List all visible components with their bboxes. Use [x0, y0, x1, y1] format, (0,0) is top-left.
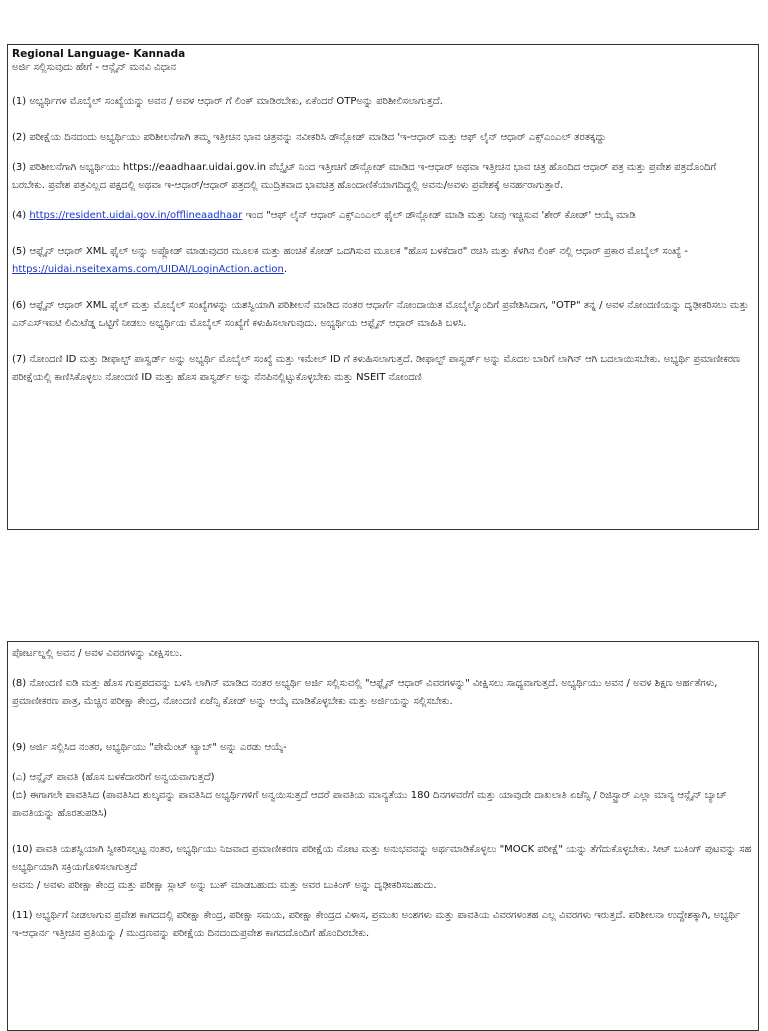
step-3: (3) ಪರಿಶೀಲನೆಗಾಗಿ ಅಭ್ಯರ್ಥಿಯು https://eaadhaar.uidai.gov.in ವೆಬ್ಸೈಟ್ ನಿಂದ ಇತ್ತೀಚಿಗೆ ಡೌನ್ಲೋಡ್ ಮಾಡಿದ ಇ-ಆಧಾರ್ ಅಥವಾ ಇತ್ತೀಚಿನ ಭಾವ ಚಿತ್ರ ಹೊಂದಿದ ಆಧಾರ್ ಪತ್ರ ಮತ್ತು ಪ್ರವೇಶ ಪತ್ರದೊಂದಿಗೆ ಬರಬೇಕು. ಪ್ರವೇಶ ಪತ್ರವಿಲ್ಲದ ಪಕ್ಷದಲ್ಲಿ ಅಥವಾ ಇ-ಆಧಾರ್/ಆಧಾರ್ ಪತ್ರದಲ್ಲಿ ಮುದ್ರಿತವಾದ ಭಾವಚಿತ್ರ ಹೊಂದಾಣಿಕೆಯಾಗದಿದ್ದಲ್ಲಿ ಅವನು/ಅವಳು ಪ್ರವೇಶಕ್ಕೆ ಅನರ್ಹರಾಗುತ್ತಾರೆ. — [12, 162, 717, 191]
step-7-continued: ಪೋರ್ಟಲ್ನಲ್ಲಿ ಅವನ / ಅವಳ ವಿವರಗಳನ್ನು ವೀಕ್ಷಿಸಲು. — [12, 648, 183, 659]
step-8: (8) ನೋಂದಣಿ ಐಡಿ ಮತ್ತು ಹೊಸ ಗುಪ್ತಪದವನ್ನು ಬಳಸಿ ಲಾಗಿನ್ ಮಾಡಿದ ನಂತರ ಅಭ್ಯರ್ಥಿ ಅರ್ಜಿ ಸಲ್ಲಿಸುವಲ್ಲಿ "ಆಫ್ಲೈನ್ ಆಧಾರ್ ವಿವರಗಳನ್ನು" ವೀಕ್ಷಿಸಲು ಸಾಧ್ಯವಾಗುತ್ತದೆ. ಅಭ್ಯರ್ಥಿಯು ಅವನ / ಅವಳ ಶಿಕ್ಷಣ ಅರ್ಹತೆಗಳು, ಪ್ರಮಾಣೀಕರಣ ಪಾತ್ರ, ಮೆಚ್ಚಿನ ಪರೀಕ್ಷಾ ಕೇಂದ್ರ, ನೋಂದಣಿ ಏಜೆನ್ಸಿ ಕೋಡ್ ಅನ್ನು ಆಯ್ಕೆ ಮಾಡಿಕೊಳ್ಳಬೇಕು ಮತ್ತು ಅರ್ಜಿಯನ್ನು ಸಲ್ಲಿಸಬೇಕು. — [12, 678, 718, 707]
section-subtitle: ಅರ್ಜಿ ಸಲ್ಲಿಸುವುದು ಹೇಗೆ - ಆನ್ಲೈನ್ ಮನವಿ ವಿಧಾನ — [12, 62, 177, 73]
step-10: (10) ಪಾವತಿ ಯಶಸ್ವಿಯಾಗಿ ಸ್ವೀಕರಿಸಲ್ಪಟ್ಟ ನಂತರ, ಅಭ್ಯರ್ಥಿಯು ನಿಜವಾದ ಪ್ರಮಾಣೀಕರಣ ಪರೀಕ್ಷೆಯ ನೋಟ ಮತ್ತು ಅನುಭವವನ್ನು ಅರ್ಥಮಾಡಿಕೊಳ್ಳಲು "MOCK ಪರೀಕ್ಷೆ" ಯನ್ನು ತೆಗೆದುಕೊಳ್ಳಬೇಕು. ಸೀಟ್ ಬುಕಿಂಗ್ ಪುಟವನ್ನು ಸಹ ಅಭ್ಯರ್ಥಿಯಾಗಿ ಸಕ್ರಿಯಗೊಳಿಸಲಾಗುತ್ತದೆ — [12, 844, 752, 873]
step-11: (11) ಅಭ್ಯರ್ಥಿಗೆ ನೀಡಲಾಗುವ ಪ್ರವೇಶ ಕಾಗದದಲ್ಲಿ ಪರೀಕ್ಷಾ ಕೇಂದ್ರ, ಪರೀಕ್ಷಾ ಸಮಯ, ಪರೀಕ್ಷಾ ಕೇಂದ್ರದ ವಿಳಾಸ, ಪ್ರಮುಖ ಅಂಶಗಳು ಮತ್ತು ಪಾವತಿಯ ವಿವರಗಳಂತಹ ಎಲ್ಲ ವಿವರಗಳು ಇರುತ್ತದೆ. ಪರಿಶೀಲನಾ ಉದ್ದೇಶಕ್ಕಾಗಿ, ಅಭ್ಯರ್ಥಿ ಇ-ಆಧಾರ್ನ ಇತ್ತೀಚಿನ ಪ್ರತಿಯನ್ನು / ಮುದ್ರಣವನ್ನು ಪರೀಕ್ಷೆಯ ದಿನದಂದುಪ್ರವೇಶ ಕಾಗದದೊಂದಿಗೆ ಹೊಂದಿರಬೇಕು. — [12, 910, 741, 939]
step-4-prefix: (4) — [12, 210, 30, 221]
step-4-text: ಇಂದ "ಆಫ್ ಲೈನ್ ಆಧಾರ್ ಎಕ್ಸ್ಎಂಎಲ್ ಫೈಲ್ ಡೌನ್ಲೋಡ್ ಮಾಡಿ ಮತ್ತು ನೀವು ಇಚ್ಚಿಸುವ 'ಶೇರ್ ಕೋಡ್' ಆಯ್ಕೆ ಮಾಡಿ — [242, 210, 636, 221]
section-title: Regional Language- Kannada — [12, 48, 186, 60]
nseit-login-link[interactable]: https://uidai.nseitexams.com/UIDAI/LoginAction.action — [12, 264, 284, 275]
step-9-option-b: (ಬಿ) ಈಗಾಗಲೇ ಪಾವತಿಸಿದ (ಪಾವತಿಸಿದ ಶುಲ್ಕವನ್ನು ಪಾವತಿಸಿದ ಅಭ್ಯರ್ಥಿಗಳಿಗೆ ಅನ್ವಯಿಸುತ್ತದೆ ಆದರೆ ಪಾವತಿಯ ಮಾನ್ಯತೆಯು 180 ದಿನಗಳವರೆಗೆ ಮತ್ತು ಯಾವುದೇ ದಾಖಲಾತಿ ಏಜೆನ್ಸಿ / ರಿಜಿಸ್ಟ್ರಾರ್ ಎಲ್ಲಾ ಮಾನ್ಯ ಆನ್ಲೈನ್ ಬ್ಯಾಚ್ ಪಾವತಿಯನ್ನು ಹೊರತುಪಡಿಸಿ) — [12, 790, 727, 819]
document-page-1 — [7, 44, 759, 530]
step-9: (9) ಅರ್ಜಿ ಸಲ್ಲಿಸಿದ ನಂತರ, ಅಭ್ಯರ್ಥಿಯು "ಪೇಮೆಂಟ್ ಟ್ಯಾಬ್" ಅನ್ನು ಎರಡು ಆಯ್ಕೆ- — [12, 742, 287, 753]
offline-aadhaar-link[interactable]: https://resident.uidai.gov.in/offlineaadhaar — [29, 210, 243, 221]
step-4 — [12, 207, 752, 225]
step-6: (6) ಆಫ್ಲೈನ್ ಆಧಾರ್ XML ಫೈಲ್ ಮತ್ತು ಮೊಬೈಲ್ ಸಂಖ್ಯೆಗಳನ್ನು ಯಶಸ್ವಿಯಾಗಿ ಪರಿಶೀಲನೆ ಮಾಡಿದ ನಂತರ ಆಧಾರ್ಗೆ ನೋಂದಾಯಿತ ಮೊಬೈಲ್ನೊಂದಿಗೆ ಪ್ರವೇಶಿಸಿದಾಗ, "OTP" ತನ್ನ / ಅವಳ ನೋಂದಣಿಯನ್ನು ದೃಢೀಕರಿಸಲು ಮತ್ತು ಎನ್ಎಸ್ಇಐಟಿ ಲಿಮಿಟೆಡ್ನ ಒಟ್ಟಿಗೆ ನೀಡಲು ಅಭ್ಯರ್ಥಿಯ ಮೊಬೈಲ್ ಸಂಖ್ಯೆಗೆ ಕಳುಹಿಸಲಾಗುವುದು. ಅಭ್ಯರ್ಥಿಯ ಆಫ್ಲೈನ್ ಆಧಾರ್ ಮಾಹಿತಿ ಬಳಸಿ. — [12, 300, 749, 329]
step-5-text: (5) ಆಫ್ಲೈನ್ ಆಧಾರ್ XML ಫೈಲ್ ಅನ್ನು ಅಪ್ಲೋಡ್ ಮಾಡುವುದರ ಮೂಲಕ ಮತ್ತು ಹಂಚಿಕೆ ಕೋಡ್ ಒದಗಿಸುವ ಮೂಲಕ "ಹೊಸ ಬಳಕೆದಾರ" ರಚಿಸಿ ಮತ್ತು ಕೆಳಗಿನ ಲಿಂಕ್ ನಲ್ಲಿ ಆಧಾರ್ ಪ್ರಕಾರ ಮೊಬೈಲ್ ಸಂಖ್ಯೆ - — [12, 246, 688, 257]
step-7: (7) ನೋಂದಣಿ ID ಮತ್ತು ಡೀಫಾಲ್ಟ್ ಪಾಸ್ವರ್ಡ್ ಅನ್ನು ಅಭ್ಯರ್ಥಿ ಮೊಬೈಲ್ ಸಂಖ್ಯೆ ಮತ್ತು ಇಮೇಲ್ ID ಗೆ ಕಳುಹಿಸಲಾಗುತ್ತದೆ. ಡೀಫಾಲ್ಟ್ ಪಾಸ್ವರ್ಡ್ ಅನ್ನು ಮೊದಲ ಬಾರಿಗೆ ಲಾಗಿನ್ ಆಗಿ ಬದಲಾಯಿಸಬೇಕು. ಅಭ್ಯರ್ಥಿ ಪ್ರಮಾಣೀಕರಣ ಪರೀಕ್ಷೆಯಲ್ಲಿ ಕಾಣಿಸಿಕೊಳ್ಳಲು ನೋಂದಣಿ ID ಮತ್ತು ಹೊಸ ಪಾಸ್ವರ್ಡ್ ಅನ್ನು ನೆನಪಿನಲ್ಲಿಟ್ಟುಕೊಳ್ಳಬೇಕು ಮತ್ತು NSEIT ನೋಂದಣಿ — [12, 354, 741, 383]
step-5 — [12, 243, 752, 279]
step-1: (1) ಅಭ್ಯರ್ಥಿಗಳ ಮೊಬೈಲ್ ಸಂಖ್ಯೆಯನ್ನು ಅವನ / ಅವಳ ಆಧಾರ್ ಗೆ ಲಿಂಕ್ ಮಾಡಿರಬೇಕು, ಏಕೆಂದರೆ OTPಅನ್ನು ಪರಿಶೀಲಿಸಲಾಗುತ್ತದೆ. — [12, 96, 443, 107]
document-page-2 — [7, 641, 759, 1031]
step-10-booking: ಅವನು / ಅವಳು ಪರೀಕ್ಷಾ ಕೇಂದ್ರ ಮತ್ತು ಪರೀಕ್ಷಾ ಸ್ಲಾಟ್ ಅನ್ನು ಬುಕ್ ಮಾಡಬಹುದು ಮತ್ತು ಅವರ ಬುಕಿಂಗ್ ಅನ್ನು ದೃಢೀಕರಿಸಬಹುದು. — [12, 880, 437, 891]
step-5-suffix: . — [283, 264, 288, 275]
step-9-option-a: (ಎ) ಆನ್ಲೈನ್ ಪಾವತಿ (ಹೊಸ ಬಳಕೆದಾರರಿಗೆ ಅನ್ವಯವಾಗುತ್ತದೆ) — [12, 772, 215, 783]
step-2: (2) ಪರೀಕ್ಷೆಯ ದಿನದಂದು ಅಭ್ಯರ್ಥಿಯು ಪರಿಶೀಲನೆಗಾಗಿ ತಮ್ಮ ಇತ್ತೀಚಿನ ಭಾವ ಚಿತ್ರವನ್ನು ನವೀಕರಿಸಿ ಡೌನ್ಲೋಡ್ ಮಾಡಿದ 'ಇ-ಆಧಾರ್ ಮತ್ತು ಆಫ್ ಲೈನ್ ಆಧಾರ್ ಎಕ್ಸ್ಎಂಎಲ್ ತರತಕ್ಕದ್ದು — [12, 132, 607, 143]
